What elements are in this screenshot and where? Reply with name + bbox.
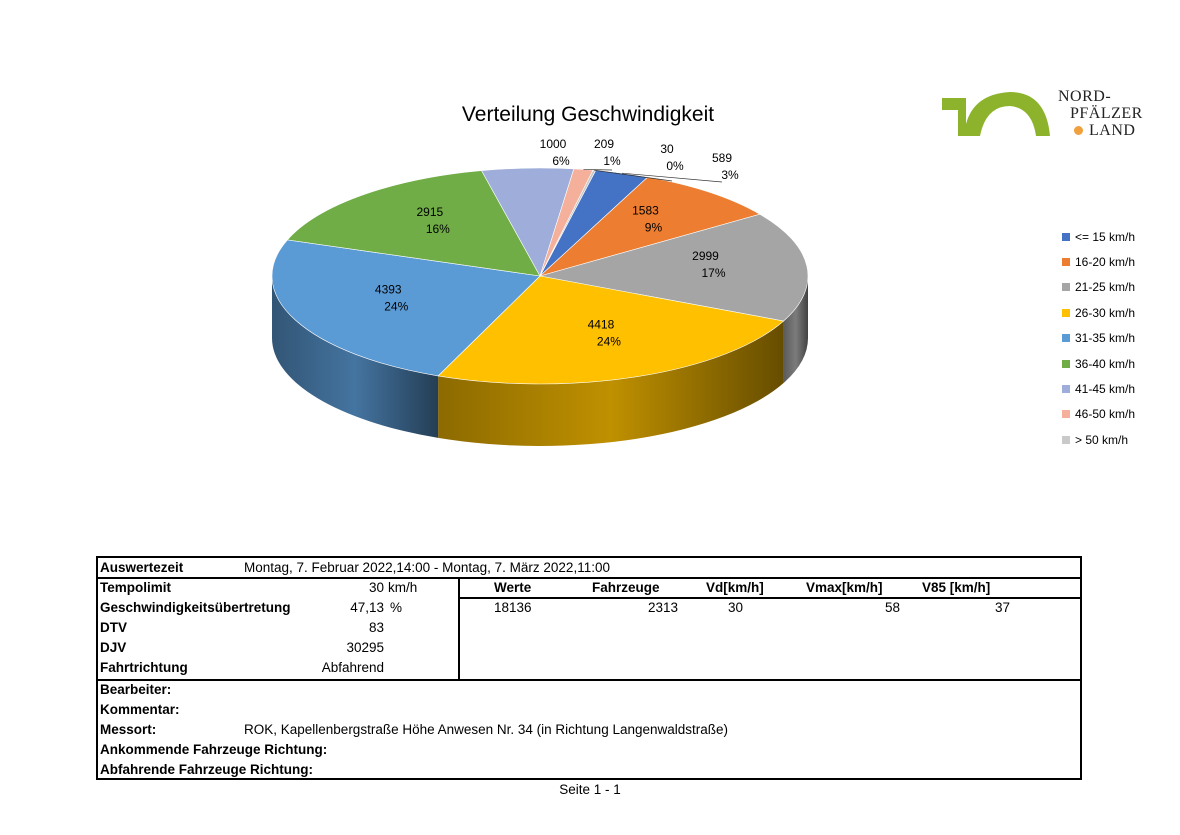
tempolimit-value: 30 <box>368 580 384 595</box>
legend-swatch <box>1062 410 1070 418</box>
legend-label: <= 15 km/h <box>1075 229 1136 244</box>
dtv-value: 83 <box>368 620 384 635</box>
legend-swatch <box>1062 309 1070 317</box>
value-fahrzeuge: 2313 <box>647 600 678 615</box>
value-werte: 18136 <box>494 600 532 615</box>
ankommend-label: Ankommende Fahrzeuge Richtung: <box>100 742 328 757</box>
kommentar-label: Kommentar: <box>100 702 180 717</box>
legend-item <box>1062 249 1135 274</box>
dtv-label: DTV <box>100 620 127 635</box>
slice-percent-label: 17% <box>701 266 726 281</box>
divider-vertical <box>458 577 460 679</box>
logo-line-3: LAND <box>1089 122 1136 139</box>
legend-swatch <box>1062 385 1070 393</box>
uebertretung-value: 47,13 <box>350 600 384 615</box>
uebertretung-label: Geschwindigkeitsübertretung <box>100 600 291 615</box>
logo-text <box>1058 88 1143 139</box>
header-werte: Werte <box>494 580 532 595</box>
legend-item <box>1062 402 1135 427</box>
fahrtrichtung-label: Fahrtrichtung <box>100 660 188 675</box>
page-footer: Seite 1 - 1 <box>559 782 621 797</box>
value-v85: 37 <box>994 600 1010 615</box>
nordpfaelzer-land-logo <box>940 84 1165 144</box>
uebertretung-unit: % <box>390 600 403 615</box>
header-fahrzeuge: Fahrzeuge <box>592 580 660 595</box>
header-v85: V85 [km/h] <box>922 580 991 595</box>
slice-value-label: 30 <box>660 142 674 156</box>
tempolimit-label: Tempolimit <box>100 580 172 595</box>
slice-value-label: 2999 <box>692 249 719 264</box>
legend-item <box>1062 376 1135 401</box>
legend-label: 21-25 km/h <box>1075 280 1136 295</box>
logo-dot-icon <box>1074 126 1083 135</box>
logo-line-1: NORD- <box>1058 88 1112 105</box>
slice-percent-label: 9% <box>644 220 663 235</box>
bearbeiter-label: Bearbeiter: <box>100 682 172 697</box>
divider-bottom <box>98 679 1080 681</box>
tempolimit-unit: km/h <box>388 580 418 595</box>
chart-legend <box>1062 224 1135 453</box>
logo-line-2: PFÄLZER <box>1070 105 1143 122</box>
slice-percent-label: 1% <box>603 154 621 168</box>
messort-value: ROK, Kapellenbergstraße Höhe Anwesen Nr. 34 (in Richtung Langenwaldstraße) <box>244 722 729 737</box>
slice-value-label: 4393 <box>374 282 402 297</box>
value-vmax: 58 <box>884 600 900 615</box>
legend-item <box>1062 275 1135 300</box>
auswertezeit-label: Auswertezeit <box>100 560 184 575</box>
legend-swatch <box>1062 233 1070 241</box>
fahrtrichtung-value: Abfahrend <box>321 660 384 675</box>
legend-swatch <box>1062 436 1070 444</box>
slice-percent-label: 3% <box>721 168 739 182</box>
slice-percent-label: 16% <box>425 221 450 236</box>
legend-label: 31-35 km/h <box>1075 331 1136 346</box>
legend-swatch <box>1062 360 1070 368</box>
slice-value-label: 589 <box>711 151 733 165</box>
header-vmax: Vmax[km/h] <box>806 580 883 595</box>
logo-graphic <box>940 84 1060 144</box>
chart-title: Verteilung Geschwindigkeit <box>461 103 715 126</box>
slice-value-label: 2915 <box>416 204 444 219</box>
legend-swatch <box>1062 334 1070 342</box>
pie-layer <box>272 168 808 446</box>
slice-value-label: 1583 <box>632 203 659 218</box>
messort-label: Messort: <box>100 722 157 737</box>
legend-item <box>1062 224 1135 249</box>
slice-percent-label: 0% <box>666 159 684 173</box>
legend-label: 46-50 km/h <box>1075 407 1136 422</box>
legend-swatch <box>1062 258 1070 266</box>
legend-label: 41-45 km/h <box>1075 382 1136 397</box>
legend-label: 16-20 km/h <box>1075 255 1136 270</box>
slice-percent-label: 24% <box>384 299 409 314</box>
header-vd: Vd[km/h] <box>706 580 764 595</box>
legend-swatch <box>1062 283 1070 291</box>
auswertezeit-value: Montag, 7. Februar 2022,14:00 - Montag, 7. März 2022,11:00 <box>244 560 610 575</box>
slice-percent-label: 24% <box>596 334 621 349</box>
info-table <box>96 556 1082 780</box>
djv-label: DJV <box>100 640 127 655</box>
slice-value-label: 4418 <box>587 317 615 332</box>
slice-percent-label: 6% <box>552 154 570 168</box>
legend-item <box>1062 427 1135 452</box>
legend-item <box>1062 326 1135 351</box>
legend-item <box>1062 351 1135 376</box>
slice-value-label: 1000 <box>539 137 567 151</box>
legend-label: > 50 km/h <box>1075 432 1129 447</box>
legend-item <box>1062 300 1135 325</box>
value-vd: 30 <box>728 600 744 615</box>
djv-value: 30295 <box>346 640 384 655</box>
abfahrend-label: Abfahrende Fahrzeuge Richtung: <box>100 762 314 777</box>
logo-line-3-wrap <box>1058 122 1143 139</box>
legend-label: 36-40 km/h <box>1075 356 1136 371</box>
legend-label: 26-30 km/h <box>1075 305 1136 320</box>
slice-value-label: 209 <box>593 137 615 151</box>
